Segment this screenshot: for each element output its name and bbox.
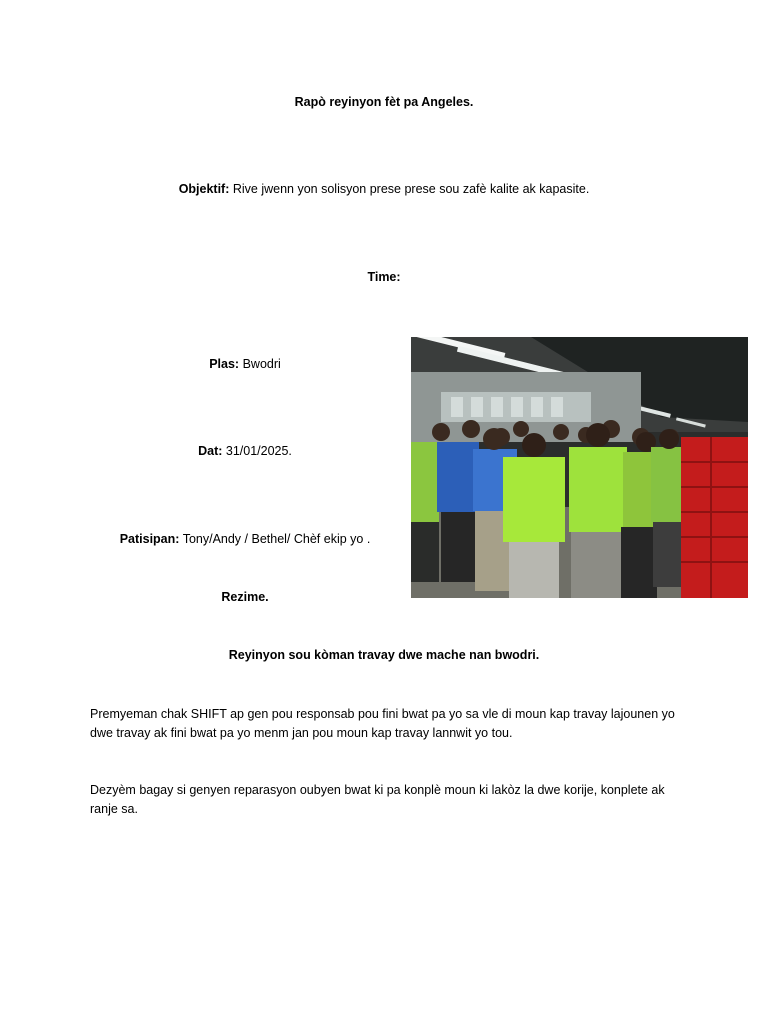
summary-heading: Rezime. <box>221 590 269 604</box>
objective-label: Objektif: <box>178 182 230 196</box>
participants-value: Tony/Andy / Bethel/ Chèf ekip yo . <box>179 532 371 546</box>
place-label: Plas: <box>209 357 240 371</box>
time-label: Time: <box>367 270 401 284</box>
paragraph-second: Dezyèm bagay si genyen reparasyon oubyen bwat ki pa konplè moun ki lakòz la dwe korije, konplete ak ranje sa. <box>90 783 665 816</box>
meeting-photo <box>411 337 748 598</box>
date-label: Dat: <box>198 444 223 458</box>
participants-line <box>120 530 371 548</box>
paragraph-first: Premyeman chak SHIFT ap gen pou responsab pou fini bwat pa yo sa vle di moun kap travay lajounen yo dwe travay ak fini bwat pa yo menm jan pou moun kap travay lannwit yo tou. <box>90 707 675 740</box>
place-line <box>209 355 281 373</box>
objective-line <box>179 180 590 198</box>
objective-text: Rive jwenn yon solisyon prese prese sou zafè kalite ak kapasite. <box>229 182 590 196</box>
date-value: 31/01/2025. <box>222 444 292 458</box>
report-title: Rapò reyinyon fèt pa Angeles. <box>294 95 474 109</box>
date-line <box>198 442 292 460</box>
participants-label: Patisipan: <box>119 532 180 546</box>
place-value: Bwodri <box>239 357 281 371</box>
meeting-subheading: Reyinyon sou kòman travay dwe mache nan bwodri. <box>228 648 540 662</box>
time-line <box>367 268 400 286</box>
